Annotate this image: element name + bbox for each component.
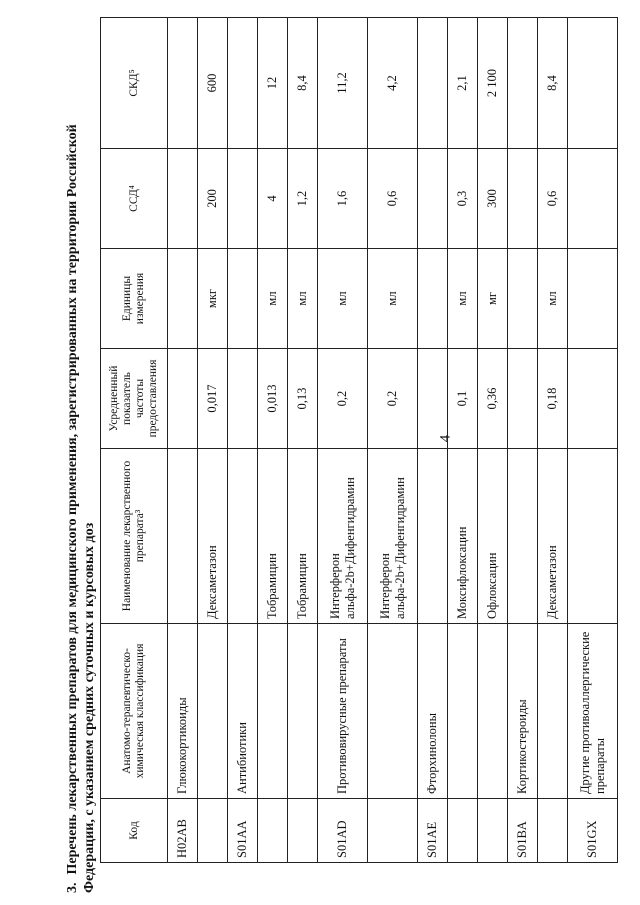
header-skd: СКД⁵ [101, 18, 168, 149]
cell-code [368, 799, 418, 863]
cell-ssd: 0,6 [538, 149, 568, 249]
cell-skd: 4,2 [368, 18, 418, 149]
cell-atc: Глюкокортикоиды [168, 624, 198, 799]
cell-frequency [568, 349, 618, 449]
cell-unit [568, 249, 618, 349]
table-row [228, 18, 258, 863]
cell-drug [568, 449, 618, 624]
table-row [318, 18, 368, 863]
table-row [418, 18, 448, 863]
cell-code [478, 799, 508, 863]
table-row [508, 18, 538, 863]
cell-skd: 11,2 [318, 18, 368, 149]
cell-frequency: 0,017 [198, 349, 228, 449]
cell-ssd: 4 [258, 149, 288, 249]
cell-drug [418, 449, 448, 624]
cell-atc: Другие противоаллергические препараты [568, 624, 618, 799]
cell-frequency: 0,2 [368, 349, 418, 449]
cell-unit [418, 249, 448, 349]
cell-unit [508, 249, 538, 349]
cell-code [538, 799, 568, 863]
cell-drug: Тобрамицин [288, 449, 318, 624]
cell-drug [168, 449, 198, 624]
cell-unit: мл [258, 249, 288, 349]
cell-drug: Дексаметазон [198, 449, 228, 624]
table-row [168, 18, 198, 863]
cell-frequency: 0,13 [288, 349, 318, 449]
table-row [258, 18, 288, 863]
cell-skd: 12 [258, 18, 288, 149]
cell-ssd: 200 [198, 149, 228, 249]
cell-unit: мкг [198, 249, 228, 349]
section-heading [64, 73, 98, 893]
table-row [478, 18, 508, 863]
cell-code [288, 799, 318, 863]
cell-atc [288, 624, 318, 799]
cell-ssd: 0,3 [448, 149, 478, 249]
page-number: 4 [437, 434, 454, 443]
header-frequency: Усредненный показатель частоты предоставления [101, 349, 168, 449]
header-ssd: ССД⁴ [101, 149, 168, 249]
cell-drug: Интерферон альфа-2b+Дифенгидрамин [368, 449, 418, 624]
cell-frequency: 0,1 [448, 349, 478, 449]
cell-atc [258, 624, 288, 799]
cell-frequency [418, 349, 448, 449]
cell-atc: Кортикостероиды [508, 624, 538, 799]
cell-code: S01BA [508, 799, 538, 863]
cell-frequency: 0,2 [318, 349, 368, 449]
cell-skd [568, 18, 618, 149]
cell-drug: Офлоксацин [478, 449, 508, 624]
table-row [538, 18, 568, 863]
cell-ssd [508, 149, 538, 249]
cell-unit: мл [288, 249, 318, 349]
cell-code: S01AD [318, 799, 368, 863]
cell-ssd: 1,6 [318, 149, 368, 249]
cell-frequency [168, 349, 198, 449]
cell-atc [478, 624, 508, 799]
cell-skd [508, 18, 538, 149]
cell-drug: Тобрамицин [258, 449, 288, 624]
cell-unit: мл [318, 249, 368, 349]
cell-skd: 2 100 [478, 18, 508, 149]
cell-skd: 8,4 [538, 18, 568, 149]
cell-skd: 8,4 [288, 18, 318, 149]
cell-ssd: 1,2 [288, 149, 318, 249]
header-unit: Единицы измерения [101, 249, 168, 349]
cell-frequency [508, 349, 538, 449]
cell-atc [198, 624, 228, 799]
cell-unit [168, 249, 198, 349]
cell-skd [418, 18, 448, 149]
cell-code: S01AA [228, 799, 258, 863]
cell-unit [228, 249, 258, 349]
cell-frequency [228, 349, 258, 449]
table-header-row [101, 18, 168, 863]
cell-code: S01AE [418, 799, 448, 863]
cell-ssd [418, 149, 448, 249]
cell-frequency: 0,36 [478, 349, 508, 449]
cell-atc [538, 624, 568, 799]
cell-ssd [568, 149, 618, 249]
cell-skd [228, 18, 258, 149]
cell-drug: Дексаметазон [538, 449, 568, 624]
table-row [288, 18, 318, 863]
drug-table [100, 17, 618, 863]
cell-atc: Антибиотики [228, 624, 258, 799]
header-drug: Наименование лекарственного препарата³ [101, 449, 168, 624]
cell-skd: 600 [198, 18, 228, 149]
cell-drug [508, 449, 538, 624]
cell-drug: Моксифлоксацин [448, 449, 478, 624]
table-row [368, 18, 418, 863]
cell-skd: 2,1 [448, 18, 478, 149]
cell-ssd [228, 149, 258, 249]
cell-unit: мл [538, 249, 568, 349]
cell-atc [448, 624, 478, 799]
table-row [198, 18, 228, 863]
cell-atc: Противовирусные препараты [318, 624, 368, 799]
cell-drug [228, 449, 258, 624]
cell-code [198, 799, 228, 863]
cell-unit: мг [478, 249, 508, 349]
section-number: 3. [65, 882, 80, 893]
header-code: Код [101, 799, 168, 863]
cell-frequency: 0,18 [538, 349, 568, 449]
cell-code: H02AB [168, 799, 198, 863]
section-title: Перечень лекарственных препаратов для медицинского применения, зарегистрированных на территории Российской Федерации, с указанием средних суточных и курсовых доз [65, 124, 97, 893]
cell-unit: мл [448, 249, 478, 349]
cell-code: S01GX [568, 799, 618, 863]
cell-skd [168, 18, 198, 149]
cell-atc [368, 624, 418, 799]
cell-code [258, 799, 288, 863]
cell-drug: Интерферон альфа-2b+Дифенгидрамин [318, 449, 368, 624]
cell-code [448, 799, 478, 863]
cell-ssd: 0,6 [368, 149, 418, 249]
cell-unit: мл [368, 249, 418, 349]
cell-frequency: 0,013 [258, 349, 288, 449]
cell-atc: Фторхинолоны [418, 624, 448, 799]
header-atc: Анатомо-терапевтическо-химическая классификация [101, 624, 168, 799]
cell-ssd: 300 [478, 149, 508, 249]
table-row [568, 18, 618, 863]
cell-ssd [168, 149, 198, 249]
table-row [448, 18, 478, 863]
